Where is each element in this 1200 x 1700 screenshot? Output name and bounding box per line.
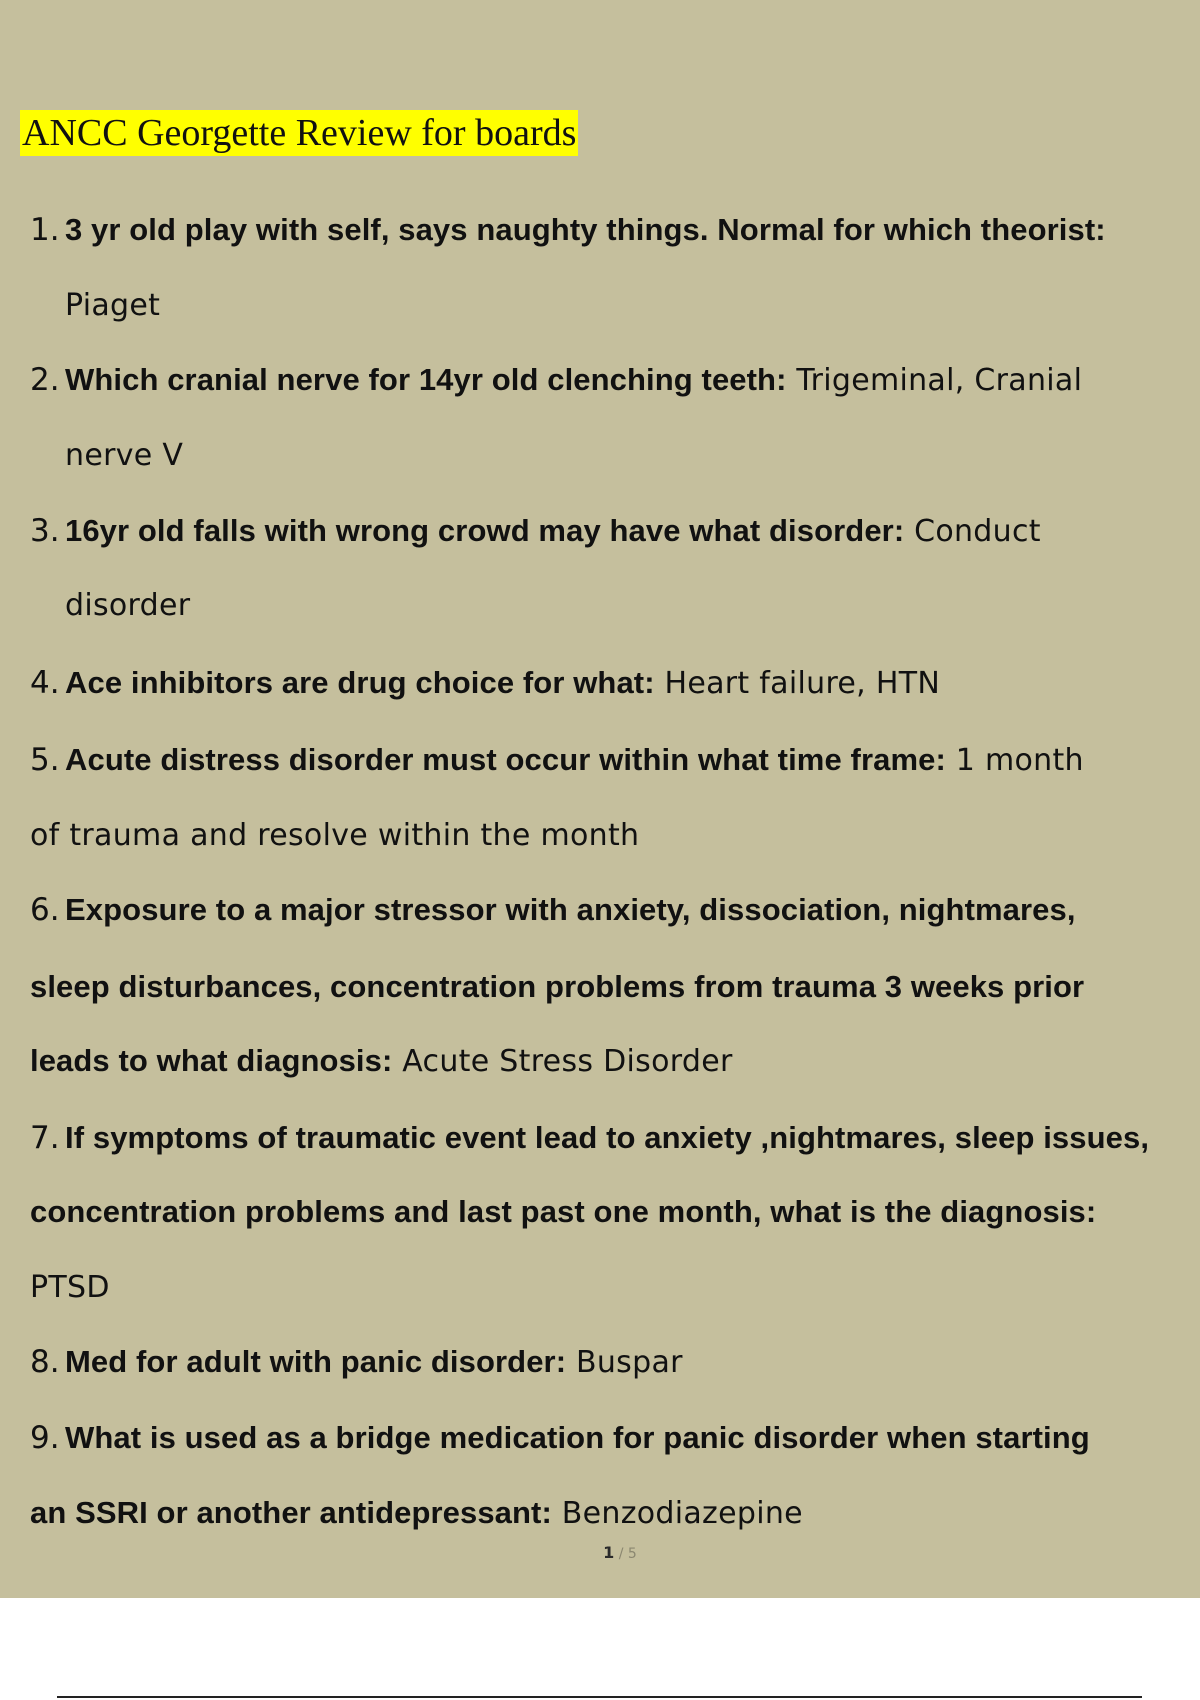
list-item-2	[30, 355, 1082, 405]
item-answer: disorder	[65, 588, 191, 623]
item-answer: of trauma and resolve within the month	[30, 818, 640, 853]
list-item-3-answer	[65, 580, 190, 630]
item-question: Exposure to a major stressor with anxiety, dissociation, nightmares,	[65, 892, 1076, 927]
next-page-divider	[57, 1696, 1142, 1698]
item-number: 5.	[30, 742, 60, 778]
item-number: 2.	[30, 362, 60, 398]
item-question: 3 yr old play with self, says naughty things. Normal for which theorist:	[65, 212, 1106, 247]
list-item-9-line-2	[30, 1488, 803, 1538]
item-question: Acute distress disorder must occur within what time frame:	[65, 742, 946, 777]
item-number: 9.	[30, 1420, 60, 1456]
list-item-8	[30, 1337, 683, 1387]
item-question: leads to what diagnosis:	[30, 1043, 393, 1078]
list-item-7-answer	[30, 1262, 110, 1312]
item-number: 1.	[30, 212, 60, 248]
page-current: 1	[603, 1543, 615, 1562]
item-answer: Benzodiazepine	[551, 1496, 803, 1531]
list-item-1	[30, 205, 1106, 255]
list-item-3	[30, 506, 1041, 556]
item-question: sleep disturbances, concentration problems from trauma 3 weeks prior	[30, 969, 1085, 1004]
item-answer: Acute Stress Disorder	[392, 1044, 733, 1079]
item-answer: 1 month	[945, 743, 1084, 778]
list-item-7-line-2	[30, 1187, 1096, 1237]
item-number: 3.	[30, 513, 60, 549]
item-answer: Conduct	[904, 514, 1041, 549]
list-item-6	[30, 885, 1076, 935]
item-question: an SSRI or another antidepressant:	[30, 1495, 552, 1530]
list-item-4	[30, 658, 940, 708]
page-total: 5	[627, 1546, 637, 1562]
list-item-6-line-3	[30, 1036, 733, 1086]
page-separator: /	[614, 1546, 628, 1562]
item-answer: Piaget	[65, 288, 161, 323]
item-number: 8.	[30, 1344, 60, 1380]
item-number: 6.	[30, 892, 60, 928]
document-title: ANCC Georgette Review for boards	[22, 112, 577, 154]
page-indicator	[0, 1543, 1200, 1562]
item-number: 7.	[30, 1120, 60, 1156]
item-question: Med for adult with panic disorder:	[65, 1344, 567, 1379]
list-item-6-line-2	[30, 962, 1084, 1012]
item-answer: Trigeminal, Cranial	[786, 363, 1083, 398]
item-question: concentration problems and last past one month, what is the diagnosis:	[30, 1194, 1097, 1229]
item-question: Ace inhibitors are drug choice for what:	[65, 665, 655, 700]
item-question: Which cranial nerve for 14yr old clenching teeth:	[65, 362, 787, 397]
item-number: 4.	[30, 665, 60, 701]
item-question: What is used as a bridge medication for panic disorder when starting	[65, 1420, 1090, 1455]
list-item-7	[30, 1113, 1149, 1163]
item-answer: Heart failure, HTN	[654, 666, 941, 701]
list-item-5-answer	[30, 810, 639, 860]
item-answer: nerve V	[65, 438, 184, 473]
item-answer: PTSD	[30, 1270, 110, 1305]
item-answer: Buspar	[566, 1345, 683, 1380]
list-item-1-answer	[65, 280, 160, 330]
list-item-2-answer	[65, 430, 183, 480]
item-question: If symptoms of traumatic event lead to anxiety ,nightmares, sleep issues,	[65, 1120, 1150, 1155]
item-question: 16yr old falls with wrong crowd may have what disorder:	[65, 513, 905, 548]
list-item-5	[30, 735, 1084, 785]
list-item-9	[30, 1413, 1090, 1463]
